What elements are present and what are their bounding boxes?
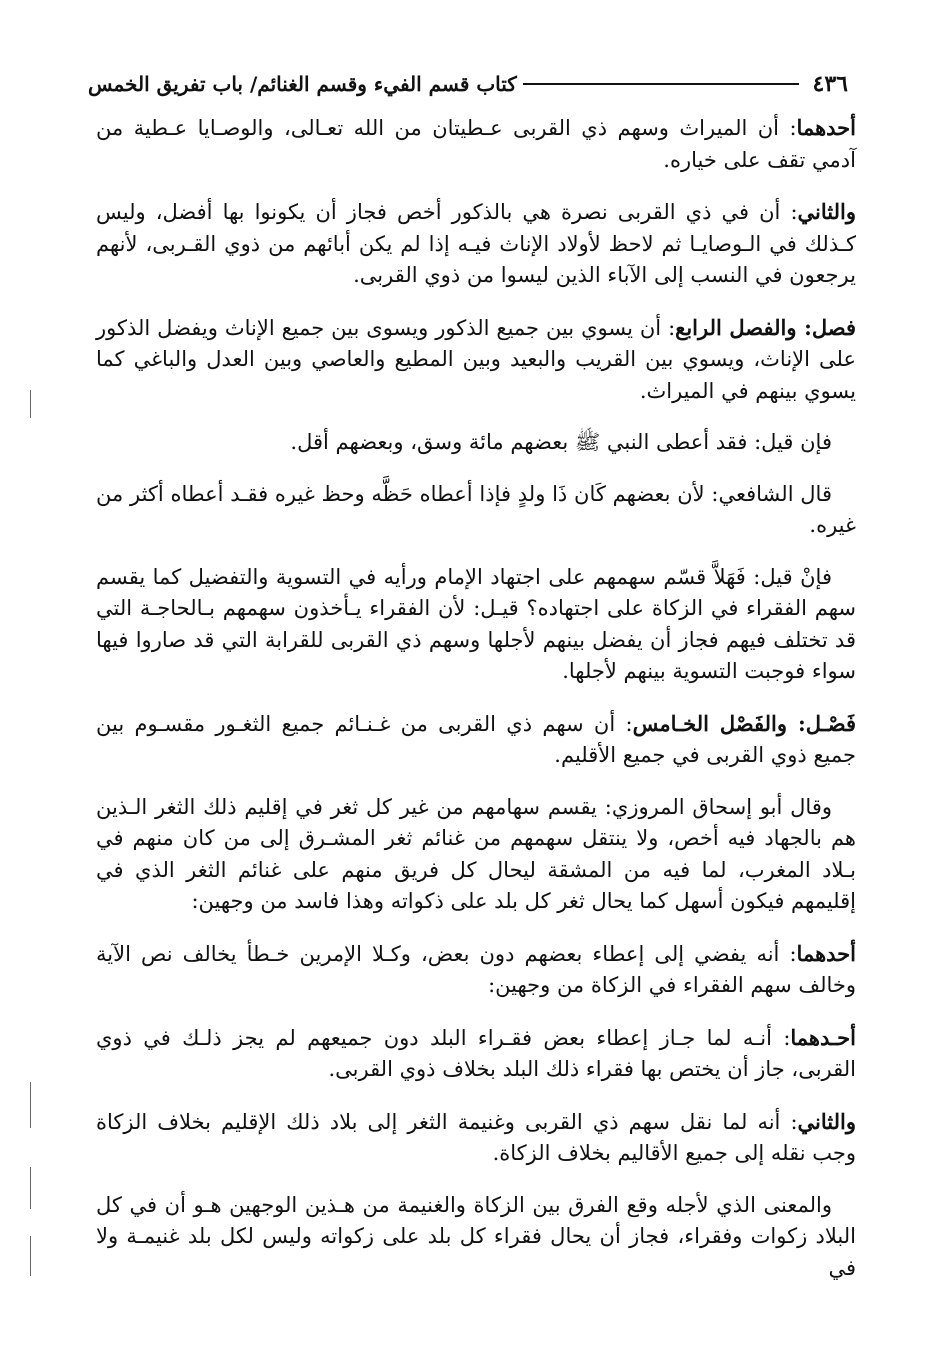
paragraph-text: : أن يسوي بين جميع الذكور ويسوى بين جميع الإناث ويفضل الذكور على الإناث، ويسوي بين القريب والبعيد وبين المطيع والعاصي وبين العدل والباغي كما يسوي بينهم في الميراث. — [96, 315, 856, 403]
paragraph — [96, 938, 856, 1002]
paragraph — [96, 1106, 856, 1170]
paragraph-text: : أنه يفضي إلى إعطاء بعضهم دون بعض، وكـلا الإمرين خـطأ يخالف نص الآية وخالف سهم الفقراء في الزكاة من وجهين: — [96, 941, 856, 997]
paragraph-text: : أن الميراث وسهم ذي القربى عـطيتان من الله تعـالى، والوصـايا عـطية من آدمي تقف على خياره. — [96, 116, 856, 172]
paragraph-text: والمعنى الذي لأجله وقع الفرق بين الزكاة والغنيمة من هـذين الوجهين هـو أن في كل البلاد زكوات وفقراء، فجاز أن يحال فقراء كل بلد على زكواته وليس لكل بلد غنيمـة ولا في — [96, 1192, 856, 1280]
header-rule — [523, 83, 799, 85]
paragraph-lead: أحـدهما — [790, 1024, 856, 1050]
paragraph — [96, 312, 856, 408]
paragraph-lead: أحدهما — [796, 940, 856, 966]
running-title: كتاب قسم الفيء وقسم الغنائم/ باب تفريق الخمس — [88, 72, 517, 96]
paragraph-lead: والثاني — [797, 199, 856, 224]
margin-mark — [30, 1082, 31, 1128]
paragraph-text: وقال أبو إسحاق المروزي: يقسم سهامهم من غير كل ثغر في إقليم ذلك الثغر الـذين هم بالجهاد فيه أخص، ولا ينتقل سهمهم من غنائم ثغر المشـرق إلى من كان منهم في بـلاد المغرب، لما فيه من المشقة ليحال كل فريق منهم على غنائم الثغر الذي في إقليمهم فيكون أسهل كما يحال ثغر كل بلد على ذكواته وهذا فاسد من وجهين: — [96, 794, 856, 913]
paragraph-lead: أحدهما — [796, 115, 856, 140]
margin-mark — [30, 390, 31, 418]
paragraph-lead: فصل: والفصل الرابع — [675, 314, 856, 340]
paragraph — [96, 708, 856, 772]
paragraph — [96, 479, 856, 542]
paragraph — [96, 427, 856, 459]
paragraph — [96, 196, 856, 292]
paragraph — [96, 1190, 856, 1285]
paragraph-text: : أنـه لما جـاز إعطاء بعض فقـراء البلد دون جميعهم لم يجز ذلـك في ذوي القربى، جاز أن يختص بها فقراء ذلك البلد بخلاف ذوي القربى. — [96, 1025, 856, 1081]
page-header — [88, 62, 848, 106]
paragraph — [96, 1022, 856, 1086]
paragraph-text: : أنه لما نقل سهم ذي القربى وغنيمة الثغر إلى بلاد ذلك الإقليم بخلاف الزكاة وجب نقله إلى جميع الأقاليم بخلاف الزكاة. — [96, 1109, 856, 1165]
paragraph-lead: والثاني — [797, 1108, 856, 1134]
page-number: ٤٣٦ — [812, 71, 848, 97]
paragraph-text: : أن سهم ذي القربى من غـنـائم جميع الثغـور مقسـوم بين جميع ذوي القربى في جميع الأقليم. — [96, 711, 856, 767]
paragraph-text: : أن في ذي القربى نصرة هي بالذكور أخص فجاز أن يكونوا بها أفضل، وليس كـذلك في الـوصايـا ثم لاحظ لأولاد الإناث فيـه إذا لم يكن أبائهم من ذوي القـربى، لأنهم يرجعون في النسب إلى الآباء الذين ليسوا من ذوي القربى. — [96, 200, 856, 287]
paragraph — [96, 562, 856, 688]
paragraph-text: فإن قيل: فقد أعطى النبي ﷺ بعضهم مائة وسق، وبعضهم أقل. — [290, 430, 832, 454]
paragraph-lead: فَصْـل: والفَصْل الخـامس — [632, 710, 856, 736]
page-body — [96, 112, 856, 1304]
margin-mark — [30, 1236, 31, 1276]
paragraph — [96, 112, 856, 176]
margin-mark — [30, 1167, 31, 1209]
paragraph — [96, 792, 856, 918]
paragraph-text: قال الشافعي: لأن بعضهم كَان ذَا ولدٍ فإذا أعطاه حَظَّه وحظ غيره فقـد أعطاه أكثر من غيره. — [96, 481, 856, 537]
paragraph-text: فإنْ قيل: فَهَلاَّ قسّم سهمهم على اجتهاد الإمام ورأيه في التسوية والتفضيل كما يقسم سهم الفقراء في الزكاة على اجتهاده؟ قيـل: لأن الفقراء يـأخذون سهمهم بـالحاجـة التي قد تختلف فيهم فجاز أن يفضل بينهم لأجلها وسهم ذي القربى للقرابة التي قد صاروا فيها سواء فوجبت التسوية بينهم لأجلها. — [96, 564, 856, 683]
